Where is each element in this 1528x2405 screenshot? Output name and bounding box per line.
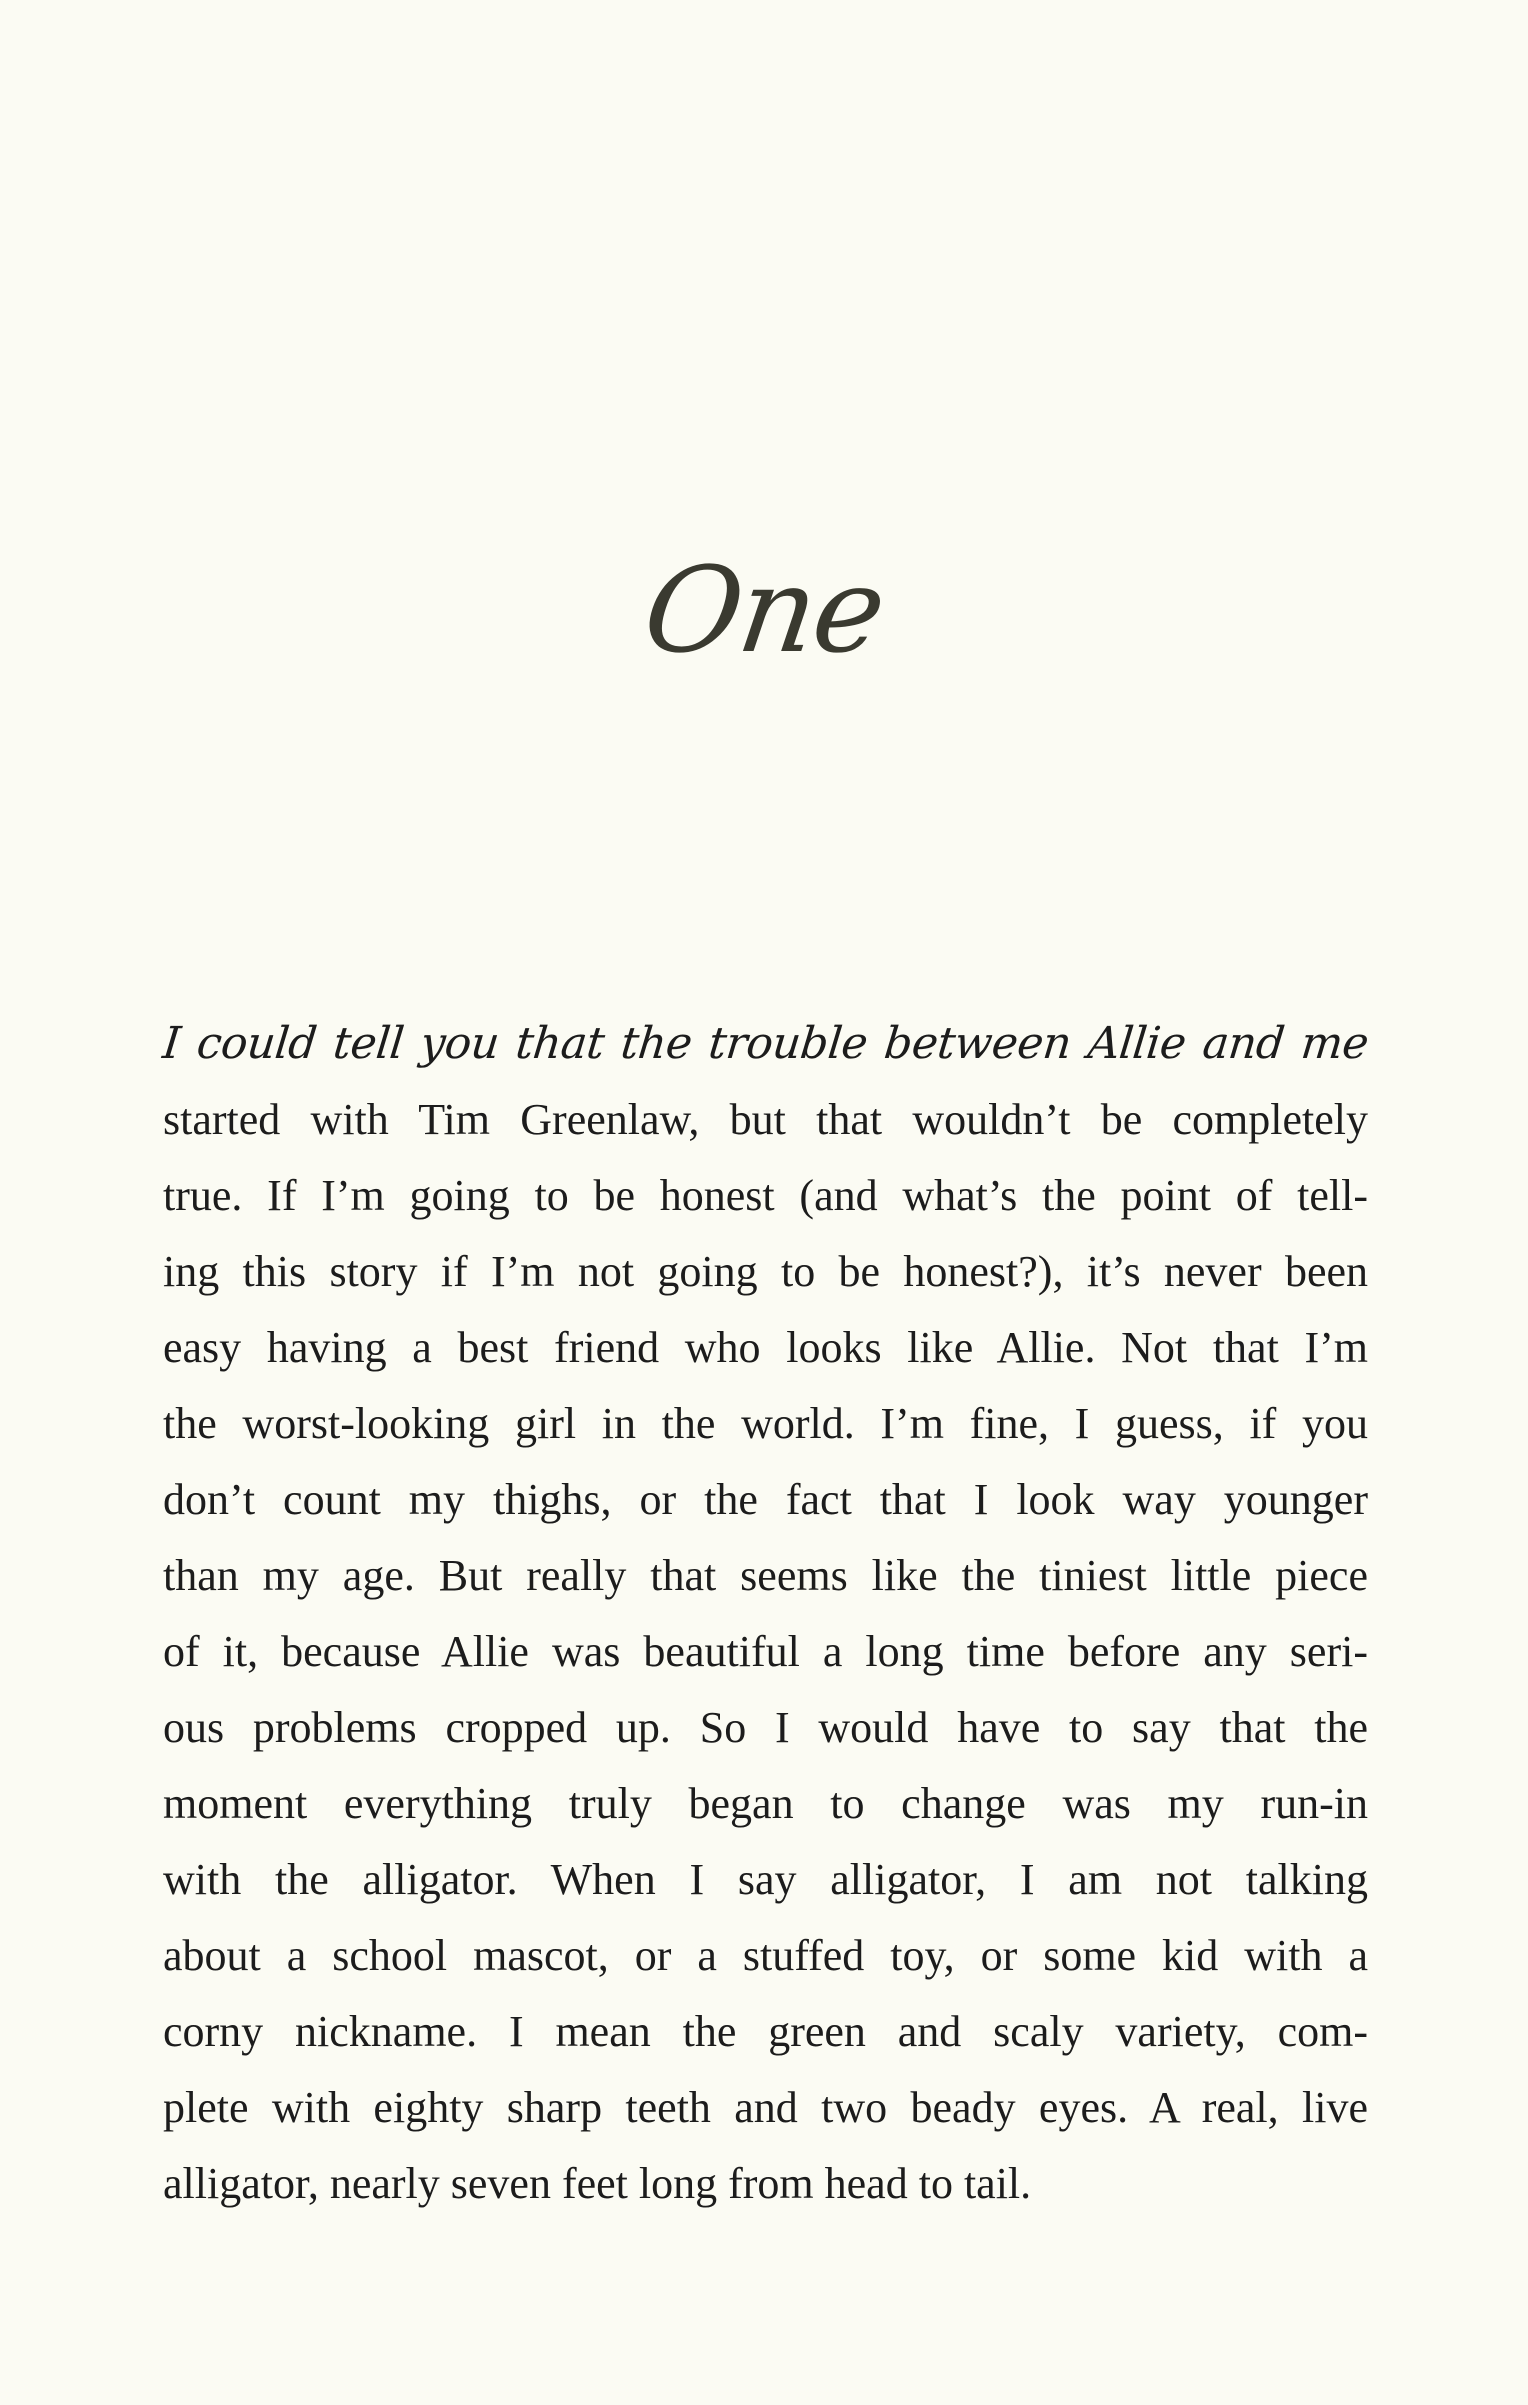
text-line: about a school mascot, or a stuffed toy, or some kid with a [163,1931,1368,1980]
chapter-title: One [636,541,892,679]
chapter-body-text [160,1006,1371,2222]
text-line: true. If I’m going to be honest (and what’s the point of tell- [163,1171,1368,1220]
text-line: moment everything truly began to change was my run-in [163,1779,1368,1828]
text-line: ing this story if I’m not going to be honest?), it’s never been [163,1247,1368,1296]
text-line: the worst-looking girl in the world. I’m fine, I guess, if you [163,1399,1368,1448]
text-line: ous problems cropped up. So I would have to say that the [163,1703,1368,1752]
text-line: with the alligator. When I say alligator, I am not talking [163,1855,1368,1904]
text-line: plete with eighty sharp teeth and two beady eyes. A real, live [163,2083,1368,2132]
text-line: than my age. But really that seems like the tiniest little piece [163,1551,1368,1600]
text-line: don’t count my thighs, or the fact that I look way younger [163,1475,1368,1524]
opening-line: I could tell you that the trouble between Allie and me [160,1018,1371,1069]
text-line: corny nickname. I mean the green and scaly variety, com- [163,2007,1368,2056]
text-line: of it, because Allie was beautiful a long time before any seri- [163,1627,1368,1676]
text-line: alligator, nearly seven feet long from head to tail. [163,2159,1032,2208]
text-line: easy having a best friend who looks like Allie. Not that I’m [163,1323,1368,1372]
text-line: started with Tim Greenlaw, but that wouldn’t be completely [163,1095,1368,1144]
